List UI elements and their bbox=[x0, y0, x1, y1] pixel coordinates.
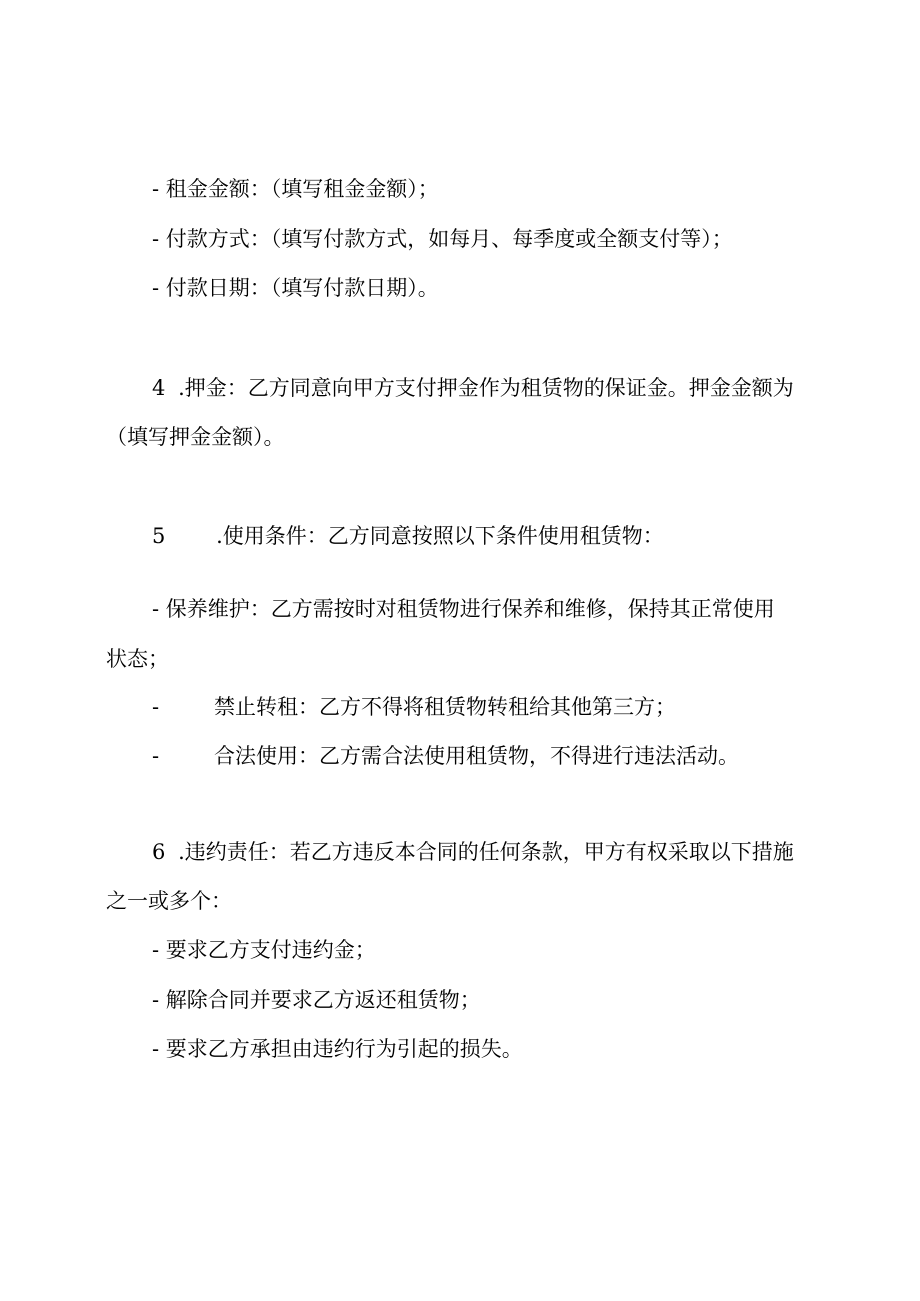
list-dash: - bbox=[152, 744, 160, 768]
breach-clause-text: .违约责任：若乙方违反本合同的任何条款，甲方有权采取以下措施 bbox=[178, 840, 794, 864]
losses-item: - 要求乙方承担由违约行为引起的损失。 bbox=[152, 1037, 523, 1061]
usage-clause-number: 5 bbox=[152, 524, 166, 548]
breach-clause-number: 6 bbox=[152, 840, 166, 864]
terminate-item: - 解除合同并要求乙方返还租赁物； bbox=[152, 988, 481, 1012]
maintenance-item-line-1: - 保养维护：乙方需按时对租赁物进行保养和维修，保持其正常使用 bbox=[152, 597, 775, 621]
breach-clause-line-1 bbox=[152, 839, 794, 865]
deposit-clause-line-1 bbox=[152, 375, 794, 401]
deposit-clause-text: .押金：乙方同意向甲方支付押金作为租赁物的保证金。押金金额为 bbox=[178, 376, 794, 400]
no-sublet-item bbox=[152, 694, 676, 720]
rent-amount-item: - 租金金额：（填写租金金额）； bbox=[152, 177, 439, 201]
payment-method-item: - 付款方式：（填写付款方式，如每月、每季度或全额支付等）； bbox=[152, 227, 733, 251]
breach-clause-line-2: 之一或多个： bbox=[106, 889, 232, 913]
deposit-clause-number: 4 bbox=[152, 376, 166, 400]
list-dash: - bbox=[152, 695, 160, 719]
payment-date-item: - 付款日期：（填写付款日期）。 bbox=[152, 276, 439, 300]
no-sublet-text: 禁止转租：乙方不得将租赁物转租给其他第三方； bbox=[214, 695, 676, 719]
legal-use-text: 合法使用：乙方需合法使用租赁物，不得进行违法活动。 bbox=[214, 744, 739, 768]
usage-clause-text: .使用条件：乙方同意按照以下条件使用租赁物： bbox=[216, 524, 664, 548]
maintenance-item-line-2: 状态； bbox=[106, 647, 169, 671]
usage-clause-heading bbox=[152, 523, 664, 549]
penalty-item: - 要求乙方支付违约金； bbox=[152, 938, 376, 962]
deposit-clause-line-2: （填写押金金额）。 bbox=[106, 425, 285, 449]
legal-use-item bbox=[152, 743, 739, 769]
